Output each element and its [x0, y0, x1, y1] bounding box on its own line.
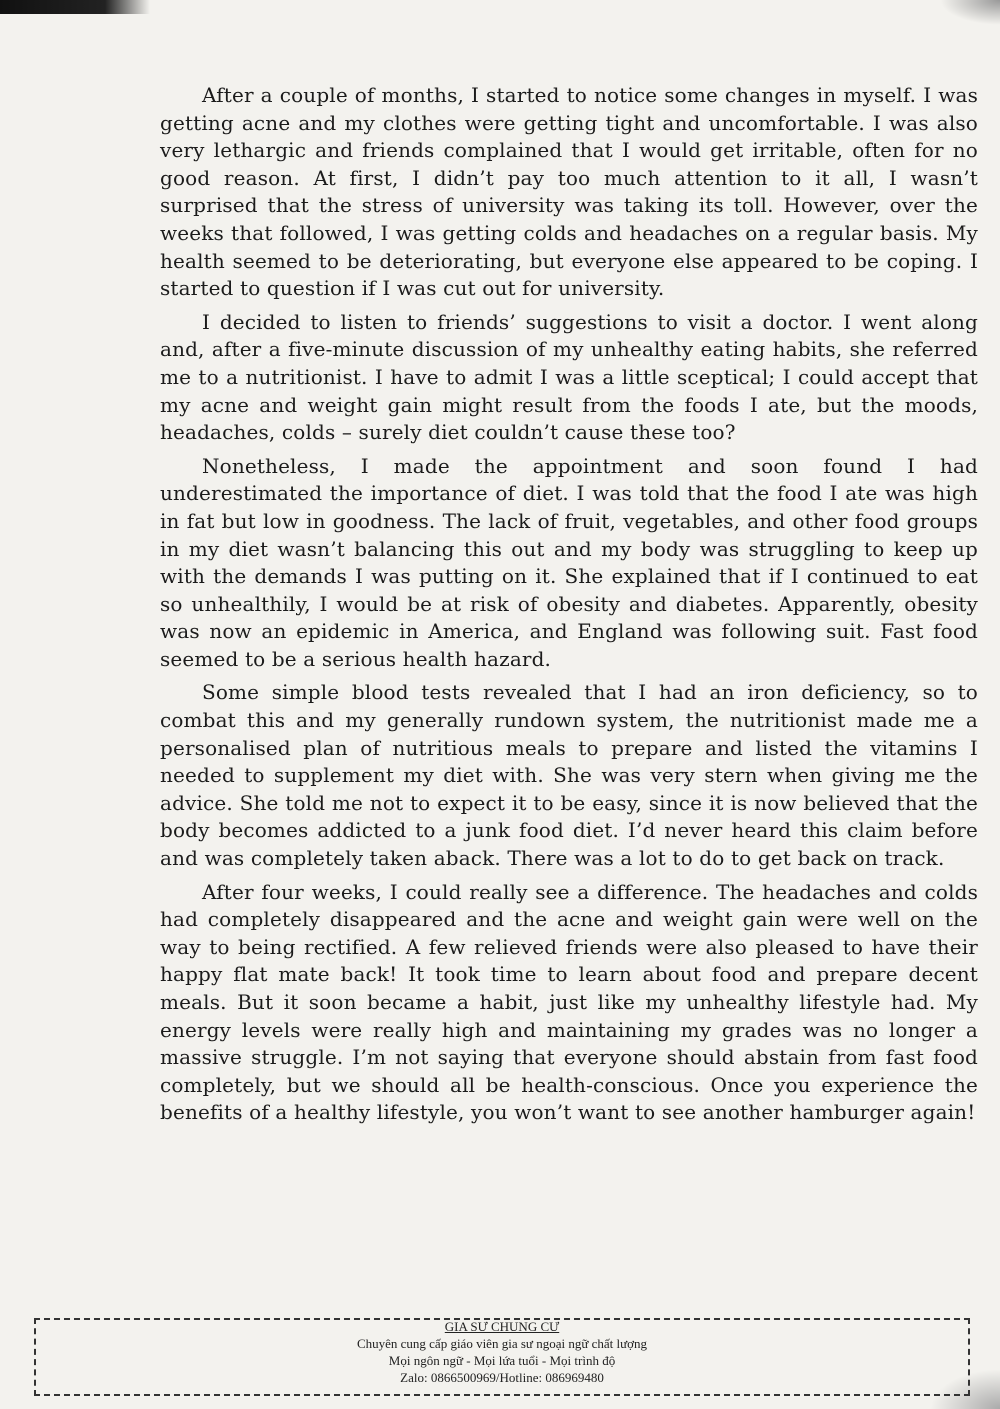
footer-title: GIA SƯ CHUNG CƯ [444, 1319, 560, 1334]
paragraph-3: Nonetheless, I made the appointment and soon found I had underestimated the importance of diet. I was told that the food I ate was high in fat but low in goodness. The lack of fruit, vegetables, and other food groups in my diet wasn’t balancing this out and my body was struggling to keep up with the demands I was putting on it. She explained that if I continued to eat so unhealthily, I would be at risk of obesity and diabetes. Apparently, obesity was now an epidemic in America, and England was following suit. Fast food seemed to be a serious health hazard. [160, 453, 978, 671]
scan-edge-mark [0, 0, 150, 14]
paragraph-4: Some simple blood tests revealed that I had an iron deficiency, so to combat this and my generally rundown system, the nutritionist made me a personalised plan of nutritious meals to prepare and listed the vitamins I needed to supplement my diet with. She was very stern when giving me the advice. She told me not to expect it to be easy, since it is now believed that the body becomes addicted to a junk food diet. I’d never heard this claim before and was completely taken aback. There was a lot to do to get back on track. [160, 680, 978, 871]
footer-line-3: Zalo: 0866500969/Hotline: 086969480 [400, 1370, 604, 1385]
paragraph-5: After four weeks, I could really see a difference. The headaches and colds had completely disappeared and the acne and weight gain were well on the way to being rectified. A few relieved friends were also pleased to have their happy flat mate back! It took time to learn about food and prepare decent meals. But it soon became a habit, just like my unhealthy lifestyle had. My energy levels were really high and maintaining my grades was no longer a massive struggle. I’m not saying that everyone should abstain from fast food completely, but we should all be health-conscious. Once you experience the benefits of a healthy lifestyle, you won’t want to see another hamburger again! [160, 879, 978, 1125]
article-body [160, 82, 978, 1133]
paragraph-1: After a couple of months, I started to notice some changes in myself. I was getting acne and my clothes were getting tight and uncomfortable. I was also very lethargic and friends complained that I would get irritable, often for no good reason. At first, I didn’t pay too much attention to it all, I wasn’t surprised that the stress of university was taking its toll. However, over the weeks that followed, I was getting colds and headaches on a regular basis. My health seemed to be deteriorating, but everyone else appeared to be coping. I started to question if I was cut out for university. [160, 83, 978, 301]
footer-advert-box [34, 1318, 970, 1396]
paragraph-2: I decided to listen to friends’ suggestions to visit a doctor. I went along and, after a five-minute discussion of my unhealthy eating habits, she referred me to a nutritionist. I have to admit I was a little sceptical; I could accept that my acne and weight gain might result from the foods I ate, but the moods, headaches, colds – surely diet couldn’t cause these too? [160, 309, 978, 445]
scan-corner-shadow [940, 0, 1000, 25]
footer-line-2: Mọi ngôn ngữ - Mọi lứa tuổi - Mọi trình độ [388, 1353, 616, 1368]
footer-line-1: Chuyên cung cấp giáo viên gia sư ngoại ngữ chất lượng [356, 1336, 648, 1351]
